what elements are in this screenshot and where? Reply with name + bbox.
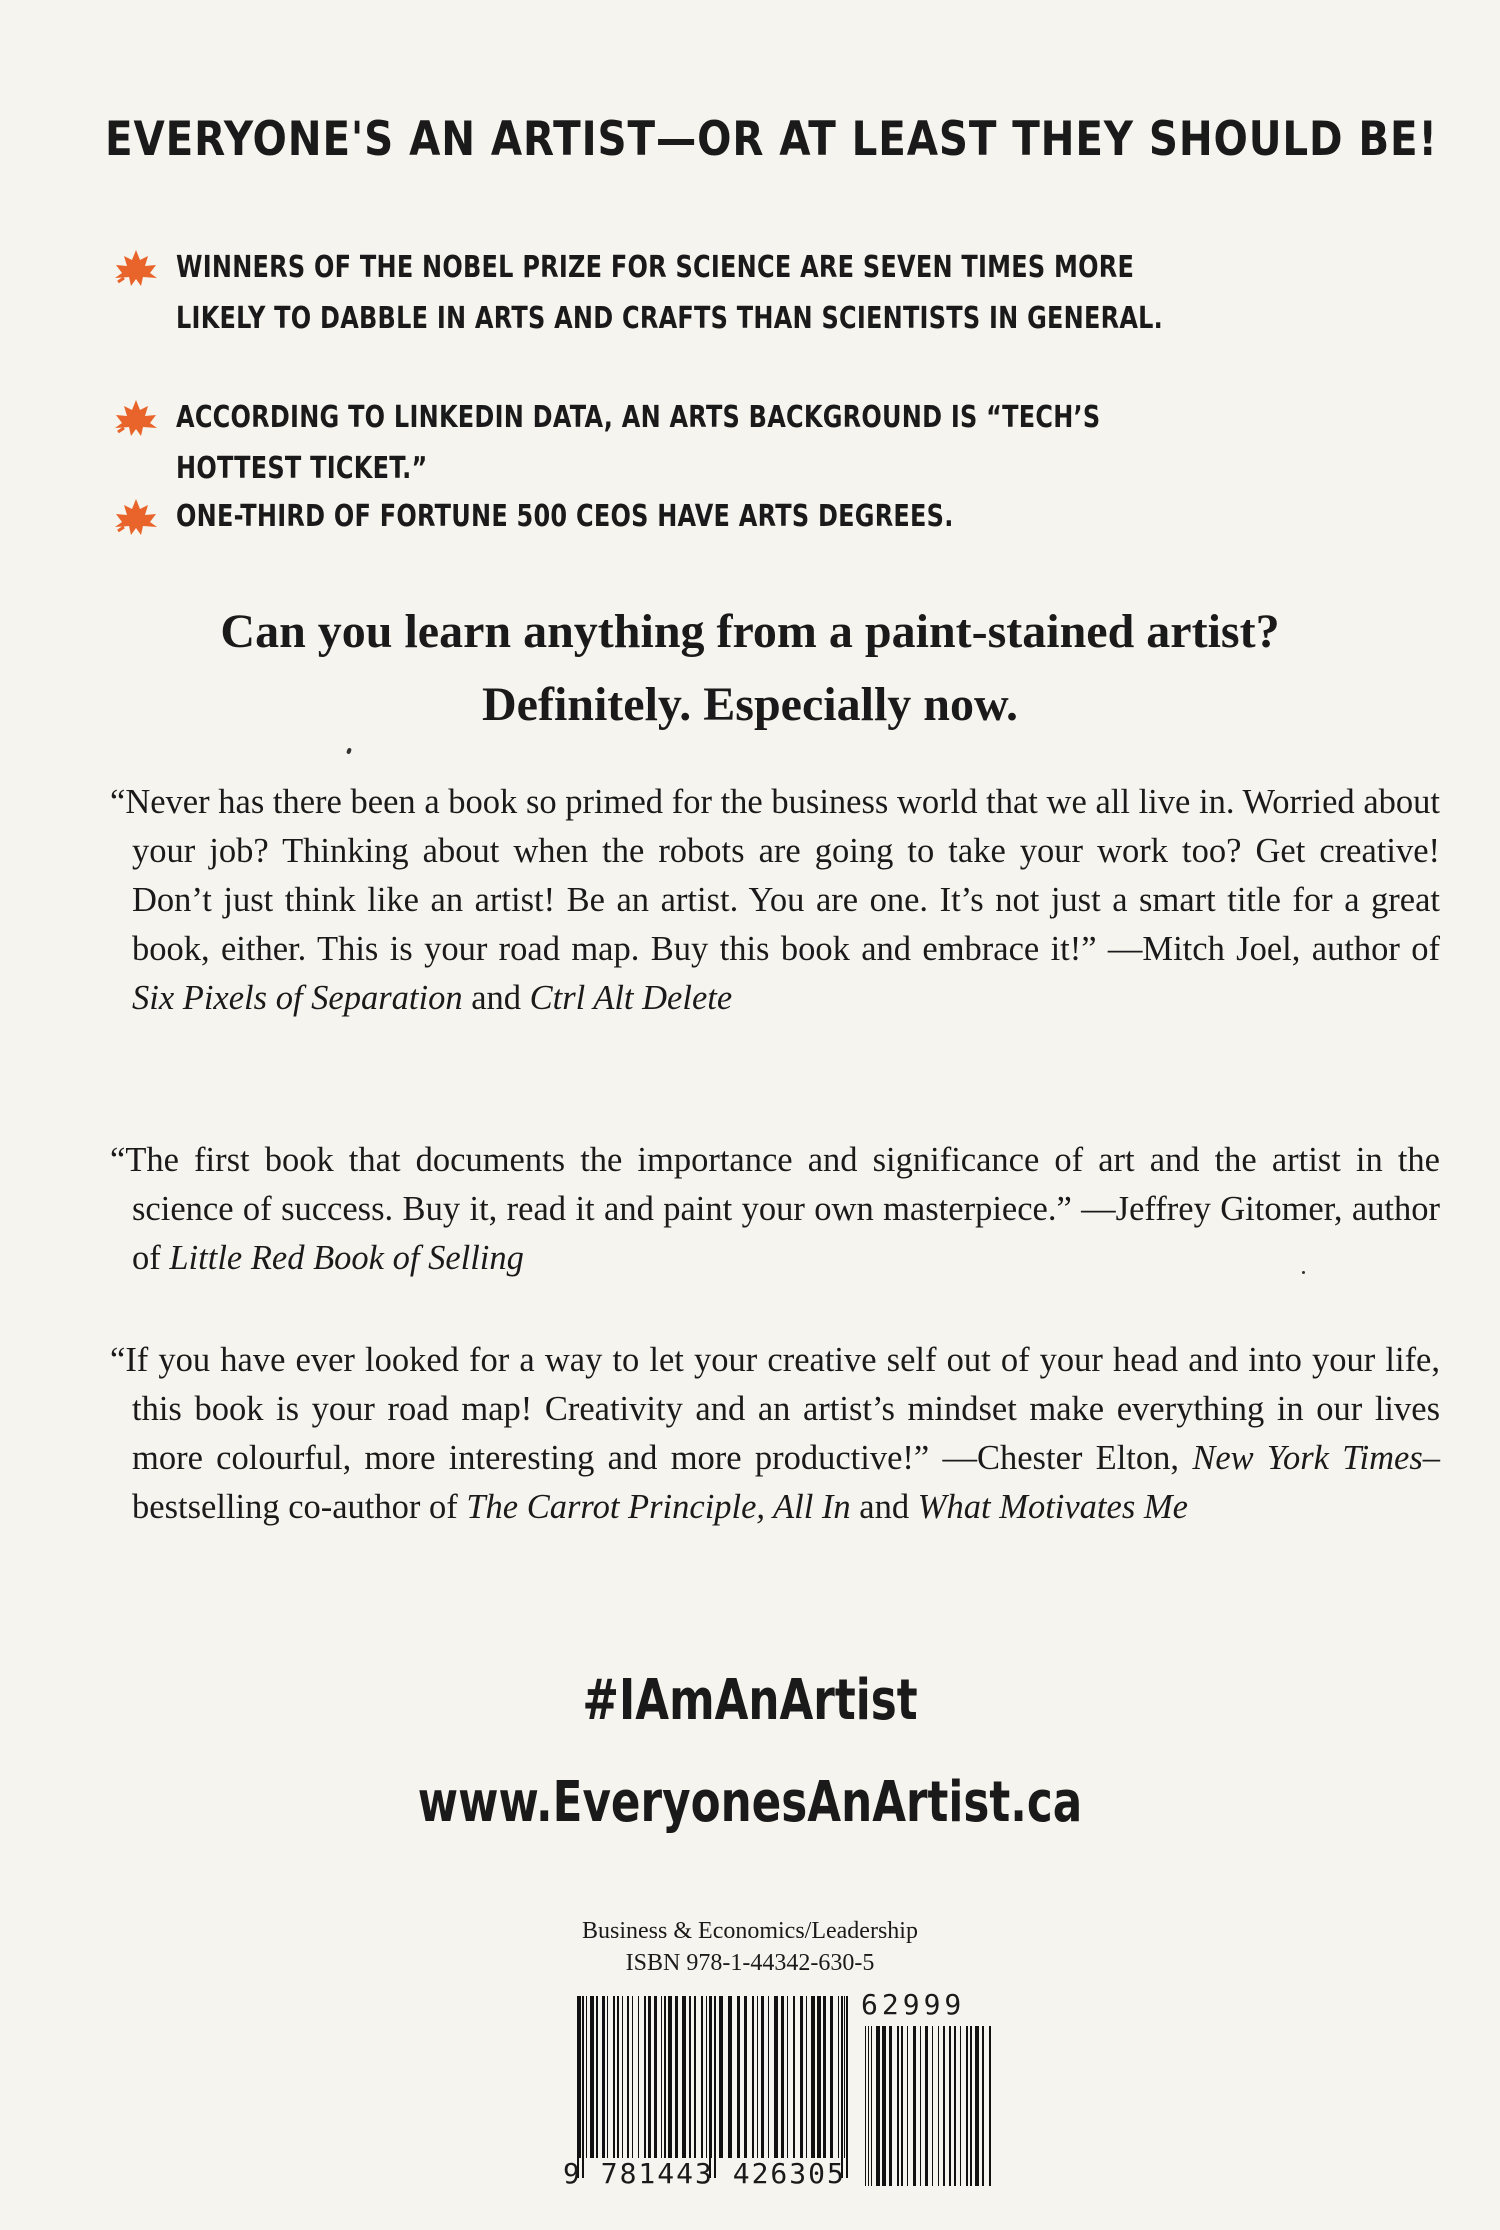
barcode-bar bbox=[982, 2026, 984, 2186]
isbn-number: ISBN 978-1-44342-630-5 bbox=[625, 1950, 875, 1976]
maple-leaf-icon bbox=[110, 398, 162, 438]
book-title: Ctrl Alt Delete bbox=[529, 979, 733, 1017]
barcode-bar bbox=[876, 2026, 880, 2186]
barcode-main-digits: 9 781443 426305 bbox=[563, 2157, 846, 2190]
quote-text: “If you have ever looked for a way to let your creative self out of your head and into your life, this book is your road map! Creativity and an artist’s mindset make everything in our lives more colourful, more interesting and more productive!” —Chester Elton, bbox=[110, 1341, 1440, 1477]
quote-text: “Never has there been a book so primed for the business world that we all live in. Worried about your job? Thinking about when the robots are going to take your work too? Get creative! Don’t just think like an artist! Be an artist. You are one. It’s not just a smart title for a great book, either. This is your road map. Buy this book and embrace it!” —Mitch Joel, author of bbox=[110, 783, 1440, 968]
book-title: Little Red Book of Selling bbox=[169, 1239, 524, 1277]
maple-leaf-icon bbox=[110, 497, 162, 537]
testimonial-quote bbox=[110, 1136, 1440, 1283]
hashtag: #IAmAnArtist bbox=[582, 1668, 918, 1733]
barcode-guard-bar bbox=[846, 1996, 848, 2178]
barcode-bar bbox=[675, 1996, 678, 2158]
barcode-bar bbox=[613, 1996, 615, 2158]
barcode-bar bbox=[871, 2026, 872, 2186]
bullet-text: ONE-THIRD OF FORTUNE 500 CEOS HAVE ARTS DEGREES. bbox=[176, 499, 954, 534]
bullet-item bbox=[110, 398, 1430, 494]
barcode-bar bbox=[682, 1996, 686, 2158]
barcode-bar bbox=[943, 2026, 945, 2186]
barcode-bar bbox=[811, 1996, 815, 2158]
barcode-bar bbox=[966, 2026, 968, 2186]
question-line-1: Can you learn anything from a paint-stained artist? bbox=[220, 605, 1280, 658]
barcode-bar bbox=[960, 2026, 961, 2186]
question-line-2: Definitely. Especially now. bbox=[481, 678, 1018, 731]
barcode-bar bbox=[901, 2026, 903, 2186]
barcode-bar bbox=[954, 2026, 956, 2186]
barcode-bar bbox=[787, 1996, 788, 2158]
barcode-bar bbox=[644, 1996, 646, 2158]
barcode-bar bbox=[768, 1996, 769, 2158]
barcode-guard-bar bbox=[714, 1996, 716, 2178]
barcode-bar bbox=[897, 2026, 899, 2186]
barcode-bar bbox=[737, 1996, 740, 2158]
barcode-bar bbox=[701, 1996, 703, 2158]
barcode-bar bbox=[706, 1996, 707, 2158]
barcode-addon-digits: 62999 bbox=[861, 1988, 966, 2021]
headline: EVERYONE'S AN ARTIST—OR AT LEAST THEY SHOULD BE! bbox=[105, 112, 1438, 167]
book-title: Six Pixels of Separation bbox=[132, 979, 463, 1017]
barcode-bar bbox=[865, 2026, 866, 2186]
quote-text: “The first book that documents the importance and significance of art and the artist in the science of success. Buy it, read it and paint your own masterpiece.” —Jeffrey Gitomer, author of bbox=[110, 1141, 1440, 1277]
barcode-bar bbox=[800, 1996, 803, 2158]
isbn-barcode bbox=[563, 1990, 997, 2200]
barcode-bar bbox=[925, 2026, 928, 2186]
barcode-bar bbox=[920, 2026, 921, 2186]
barcode-bar bbox=[757, 1996, 758, 2158]
website-link[interactable]: www.EveryonesAnArtist.ca bbox=[417, 1770, 1083, 1835]
barcode-bar bbox=[752, 1996, 754, 2158]
barcode-bar bbox=[793, 1996, 795, 2158]
barcode-bar bbox=[689, 1996, 691, 2158]
barcode-bar bbox=[719, 1996, 723, 2158]
barcode-bar bbox=[989, 2026, 991, 2186]
barcode-bar bbox=[830, 1996, 833, 2158]
barcode-bar bbox=[806, 1996, 807, 2158]
barcode-bar bbox=[638, 1996, 639, 2158]
barcode-bar bbox=[664, 1996, 666, 2158]
bullet-text: WINNERS OF THE NOBEL PRIZE FOR SCIENCE ARE SEVEN TIMES MORE LIKELY TO DABBLE IN ARTS AND CRAFTS THAN SCIENTISTS IN GENERAL. bbox=[176, 250, 1164, 336]
barcode-bar bbox=[938, 2026, 939, 2186]
barcode-bar bbox=[590, 1996, 594, 2158]
testimonial-quote bbox=[110, 778, 1440, 1023]
barcode-bar bbox=[596, 1996, 598, 2158]
barcode-bar bbox=[823, 1996, 826, 2158]
testimonial-quote bbox=[110, 1336, 1440, 1532]
barcode-bar bbox=[868, 2026, 869, 2186]
book-title: What Motivates Me bbox=[917, 1488, 1188, 1526]
barcode-guard-bar bbox=[582, 1996, 584, 2178]
barcode-guard-bar bbox=[577, 1996, 579, 2178]
barcode-bar bbox=[970, 2026, 972, 2186]
barcode-bar bbox=[761, 1996, 764, 2158]
barcode-bar bbox=[622, 1996, 623, 2158]
barcode-bar bbox=[607, 1996, 608, 2158]
quote-connector: and bbox=[462, 979, 530, 1017]
barcode-bar bbox=[648, 1996, 651, 2158]
barcode-bar bbox=[774, 1996, 778, 2158]
barcode-bar bbox=[632, 1996, 633, 2158]
barcode-bar bbox=[975, 2026, 979, 2186]
barcode-guard-bar bbox=[709, 1996, 711, 2178]
barcode-bar bbox=[913, 2026, 916, 2186]
barcode-bar bbox=[661, 1996, 662, 2158]
barcode-bar bbox=[654, 1996, 657, 2158]
quote-connector: –bestselling co-author of bbox=[132, 1439, 1440, 1526]
newspaper-title: New York Times bbox=[1192, 1439, 1423, 1477]
book-title: The Carrot Principle, All In bbox=[466, 1488, 851, 1526]
barcode-bar bbox=[844, 1996, 845, 2158]
barcode-bar bbox=[627, 1996, 629, 2158]
barcode-bar bbox=[907, 2026, 908, 2186]
maple-leaf-icon bbox=[110, 248, 162, 288]
barcode-guard-bar bbox=[841, 1996, 843, 2178]
ink-speck bbox=[346, 747, 352, 754]
barcode-bar bbox=[838, 1996, 839, 2158]
barcode-bar bbox=[781, 1996, 784, 2158]
bullet-item bbox=[110, 248, 1430, 344]
ink-speck bbox=[1302, 1271, 1305, 1274]
bullet-item bbox=[110, 497, 1430, 542]
barcode-bar bbox=[586, 1996, 587, 2158]
barcode-bar bbox=[694, 1996, 696, 2158]
barcode-bar bbox=[744, 1996, 747, 2158]
barcode-bar bbox=[949, 2026, 951, 2186]
barcode-bar bbox=[817, 1996, 821, 2158]
book-category: Business & Economics/Leadership bbox=[582, 1918, 918, 1944]
barcode-bar bbox=[932, 2026, 933, 2186]
barcode-bar bbox=[602, 1996, 605, 2158]
barcode-bar bbox=[728, 1996, 732, 2158]
bullet-text: ACCORDING TO LINKEDIN DATA, AN ARTS BACKGROUND IS “TECH’S HOTTEST TICKET.” bbox=[176, 400, 1101, 486]
barcode-bar bbox=[882, 2026, 886, 2186]
barcode-bar bbox=[889, 2026, 892, 2186]
barcode-bar bbox=[617, 1996, 619, 2158]
quote-connector: and bbox=[850, 1488, 918, 1526]
barcode-bar bbox=[668, 1996, 672, 2158]
